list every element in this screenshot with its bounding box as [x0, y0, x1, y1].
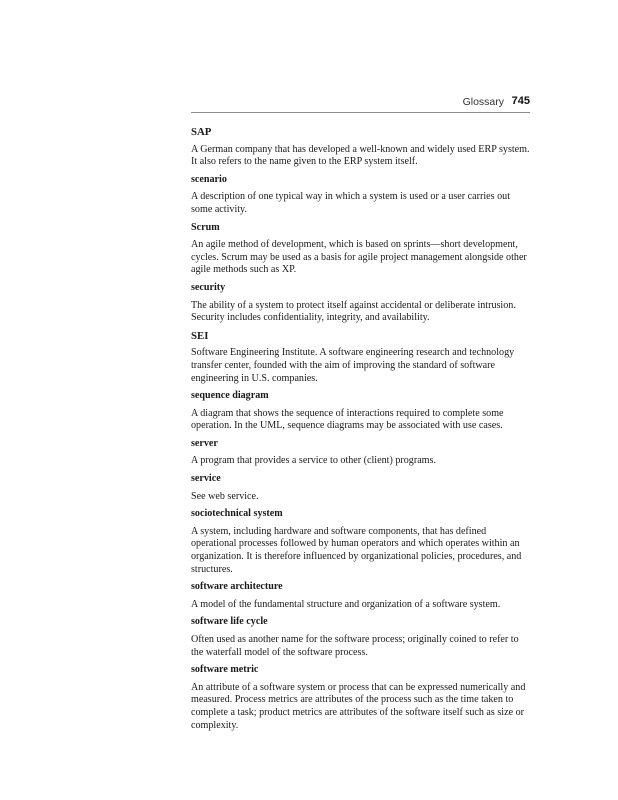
- glossary-term: service: [191, 473, 221, 485]
- glossary-entry-security: [191, 282, 533, 325]
- glossary-term: Scrum: [191, 221, 220, 233]
- glossary-term: software architecture: [191, 581, 283, 593]
- glossary-definition: A description of one typical way in which a system is used or a user carries out some activity.: [191, 191, 510, 215]
- glossary-entry-service: [191, 473, 533, 503]
- glossary-entry-sequence-diagram: [191, 390, 533, 433]
- glossary-entry-sap: [191, 126, 533, 169]
- glossary-definition: An attribute of a software system or process that can be expressed numerically and measured. Process metrics are attributes of the process such as the time taken to complete a task; product metrics are attributes of the software itself such as size or complexity.: [191, 681, 526, 731]
- glossary-entry-sei: [191, 330, 533, 385]
- glossary-term: software life cycle: [191, 616, 268, 628]
- glossary-definition: A system, including hardware and software components, that has defined operational processes followed by human operators and which operates within an organization. It is therefore influenced by organizational policies, procedures, and structures.: [191, 525, 522, 575]
- glossary-definition: Often used as another name for the software process; originally coined to refer to the waterfall model of the software process.: [191, 634, 519, 658]
- glossary-entry-software-metric: [191, 664, 533, 732]
- glossary-entry-scenario: [191, 174, 533, 217]
- glossary-definition: Software Engineering Institute. A software engineering research and technology transfer center, founded with the aim of improving the standard of software engineering in U.S. companies.: [191, 347, 515, 384]
- glossary-entry-software-architecture: [191, 581, 533, 611]
- glossary-term: SEI: [191, 329, 209, 342]
- glossary-term: security: [191, 281, 226, 293]
- glossary-term: server: [191, 437, 218, 449]
- running-header: [191, 95, 530, 113]
- glossary-entry-server: [191, 438, 533, 468]
- section-title: Glossary: [462, 96, 504, 108]
- glossary-definition: A program that provides a service to other (client) programs.: [191, 455, 436, 467]
- glossary-list: [191, 126, 533, 737]
- glossary-definition: An agile method of development, which is based on sprints—short development, cycles. Scrum may be used as a basis for agile project management alongside other agile methods such as XP.: [191, 239, 527, 276]
- glossary-term: sequence diagram: [191, 390, 269, 402]
- glossary-definition: A model of the fundamental structure and organization of a software system.: [191, 598, 501, 610]
- glossary-term: sociotechnical system: [191, 508, 283, 520]
- page-number: 745: [511, 95, 530, 107]
- glossary-definition: See web service.: [191, 490, 259, 502]
- glossary-definition: The ability of a system to protect itself against accidental or deliberate intrusion. Security includes confidentiality, integrity, and availability.: [191, 299, 516, 324]
- glossary-definition: A diagram that shows the sequence of interactions required to complete some operation. In the UML, sequence diagrams may be associated with use cases.: [191, 407, 504, 432]
- glossary-term: software metric: [191, 664, 259, 676]
- glossary-entry-scrum: [191, 222, 533, 277]
- glossary-term: SAP: [191, 126, 212, 138]
- glossary-entry-software-life-cycle: [191, 616, 533, 659]
- glossary-term: scenario: [191, 173, 227, 185]
- glossary-entry-sociotechnical-system: [191, 508, 533, 576]
- glossary-definition: A German company that has developed a well-known and widely used ERP system. It also refers to the name given to the ERP system itself.: [191, 143, 530, 168]
